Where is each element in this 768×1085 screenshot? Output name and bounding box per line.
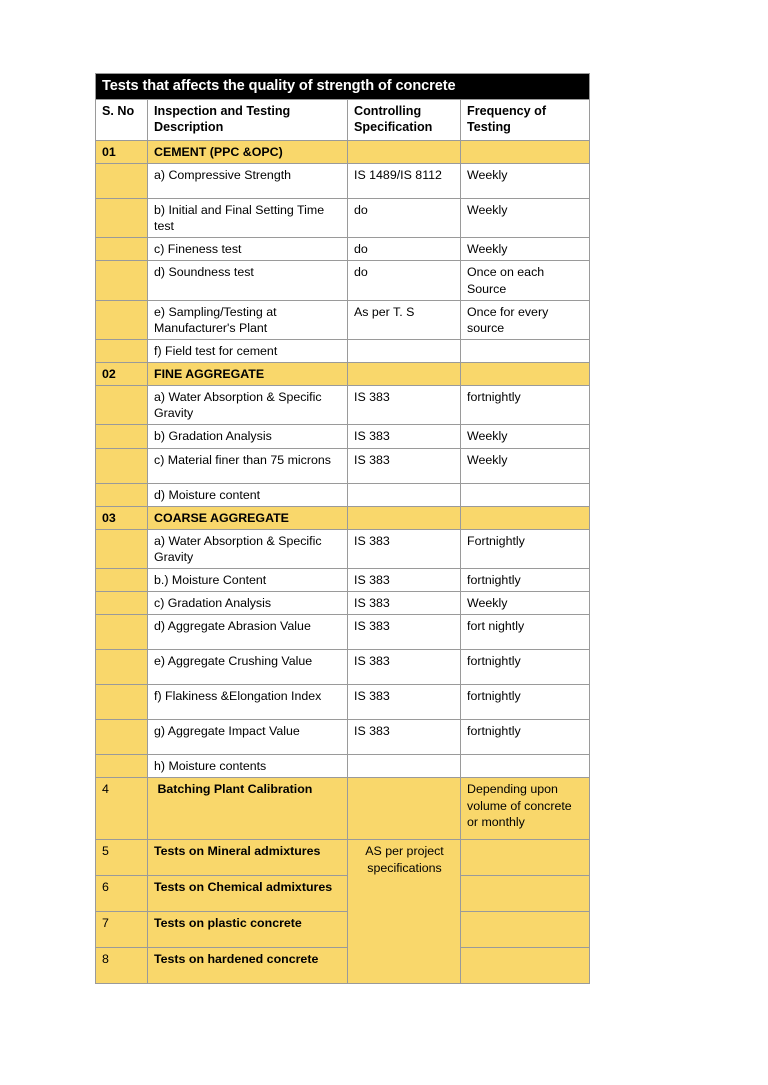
row-description: c) Fineness test bbox=[148, 238, 348, 261]
row-frequency bbox=[461, 506, 590, 529]
row-sno: 8 bbox=[96, 948, 148, 984]
quality-tests-table-container bbox=[95, 73, 589, 984]
row-description: COARSE AGGREGATE bbox=[148, 506, 348, 529]
table-row bbox=[96, 720, 590, 755]
row-description: f) Field test for cement bbox=[148, 339, 348, 362]
row-sno bbox=[96, 529, 148, 568]
table-row bbox=[96, 876, 590, 912]
row-frequency: Weekly bbox=[461, 164, 590, 199]
row-specification: do bbox=[348, 199, 461, 238]
row-specification bbox=[348, 363, 461, 386]
table-header-row bbox=[96, 99, 590, 140]
row-sno: 03 bbox=[96, 506, 148, 529]
row-sno bbox=[96, 164, 148, 199]
row-specification: IS 383 bbox=[348, 569, 461, 592]
row-specification bbox=[348, 778, 461, 840]
row-specification bbox=[348, 140, 461, 163]
table-row bbox=[96, 261, 590, 300]
row-frequency bbox=[461, 140, 590, 163]
row-description: a) Water Absorption & Specific Gravity bbox=[148, 529, 348, 568]
row-sno: 4 bbox=[96, 778, 148, 840]
row-specification: do bbox=[348, 261, 461, 300]
row-sno bbox=[96, 592, 148, 615]
row-sno bbox=[96, 569, 148, 592]
merged-specification-cell: AS per project specifications bbox=[348, 840, 461, 984]
row-frequency: fort nightly bbox=[461, 615, 590, 650]
table-row bbox=[96, 140, 590, 163]
row-frequency: Weekly bbox=[461, 425, 590, 448]
column-header-frequency: Frequency of Testing bbox=[461, 99, 590, 140]
row-description: c) Material finer than 75 microns bbox=[148, 448, 348, 483]
row-sno: 7 bbox=[96, 912, 148, 948]
table-row bbox=[96, 778, 590, 840]
table-row bbox=[96, 300, 590, 339]
row-description: Tests on plastic concrete bbox=[148, 912, 348, 948]
column-header-description: Inspection and Testing Description bbox=[148, 99, 348, 140]
table-row bbox=[96, 164, 590, 199]
row-sno bbox=[96, 238, 148, 261]
row-specification: IS 383 bbox=[348, 615, 461, 650]
row-frequency bbox=[461, 876, 590, 912]
row-specification: IS 383 bbox=[348, 650, 461, 685]
row-description: g) Aggregate Impact Value bbox=[148, 720, 348, 755]
quality-tests-table bbox=[95, 73, 590, 984]
row-sno bbox=[96, 386, 148, 425]
row-sno: 5 bbox=[96, 840, 148, 876]
row-description: b.) Moisture Content bbox=[148, 569, 348, 592]
row-description: h) Moisture contents bbox=[148, 755, 348, 778]
row-frequency bbox=[461, 948, 590, 984]
row-specification: do bbox=[348, 238, 461, 261]
row-sno bbox=[96, 425, 148, 448]
table-title-row bbox=[96, 74, 590, 100]
row-sno: 6 bbox=[96, 876, 148, 912]
table-row bbox=[96, 199, 590, 238]
row-specification bbox=[348, 755, 461, 778]
row-frequency bbox=[461, 363, 590, 386]
row-frequency bbox=[461, 483, 590, 506]
row-description: e) Aggregate Crushing Value bbox=[148, 650, 348, 685]
row-sno bbox=[96, 720, 148, 755]
row-specification bbox=[348, 506, 461, 529]
row-frequency: Weekly bbox=[461, 448, 590, 483]
row-specification: IS 1489/IS 8112 bbox=[348, 164, 461, 199]
row-specification bbox=[348, 339, 461, 362]
table-row bbox=[96, 755, 590, 778]
row-description: d) Moisture content bbox=[148, 483, 348, 506]
table-row bbox=[96, 363, 590, 386]
table-row bbox=[96, 448, 590, 483]
row-sno bbox=[96, 483, 148, 506]
column-header-specification: Controlling Specification bbox=[348, 99, 461, 140]
row-frequency bbox=[461, 912, 590, 948]
row-frequency: Weekly bbox=[461, 199, 590, 238]
row-sno bbox=[96, 261, 148, 300]
column-header-sno: S. No bbox=[96, 99, 148, 140]
table-row bbox=[96, 506, 590, 529]
row-sno: 01 bbox=[96, 140, 148, 163]
table-row bbox=[96, 912, 590, 948]
row-description: CEMENT (PPC &OPC) bbox=[148, 140, 348, 163]
row-description: b) Initial and Final Setting Time test bbox=[148, 199, 348, 238]
row-sno bbox=[96, 685, 148, 720]
row-frequency: Weekly bbox=[461, 238, 590, 261]
row-specification: IS 383 bbox=[348, 529, 461, 568]
row-description: f) Flakiness &Elongation Index bbox=[148, 685, 348, 720]
table-row bbox=[96, 615, 590, 650]
row-description: FINE AGGREGATE bbox=[148, 363, 348, 386]
row-specification: IS 383 bbox=[348, 685, 461, 720]
table-row bbox=[96, 339, 590, 362]
row-specification: IS 383 bbox=[348, 448, 461, 483]
row-frequency bbox=[461, 840, 590, 876]
page-title: Tests that affects the quality of strength of concrete bbox=[96, 74, 590, 100]
row-sno bbox=[96, 199, 148, 238]
table-row bbox=[96, 386, 590, 425]
row-specification: IS 383 bbox=[348, 425, 461, 448]
row-description: b) Gradation Analysis bbox=[148, 425, 348, 448]
table-row bbox=[96, 685, 590, 720]
row-description: a) Water Absorption & Specific Gravity bbox=[148, 386, 348, 425]
row-sno bbox=[96, 650, 148, 685]
table-row bbox=[96, 238, 590, 261]
row-description: Tests on Mineral admixtures bbox=[148, 840, 348, 876]
table-row bbox=[96, 650, 590, 685]
table-row bbox=[96, 425, 590, 448]
row-description: d) Soundness test bbox=[148, 261, 348, 300]
row-description: Batching Plant Calibration bbox=[148, 778, 348, 840]
row-frequency: fortnightly bbox=[461, 569, 590, 592]
table-row bbox=[96, 569, 590, 592]
row-specification: IS 383 bbox=[348, 592, 461, 615]
table-row bbox=[96, 948, 590, 984]
row-specification: IS 383 bbox=[348, 386, 461, 425]
table-row bbox=[96, 840, 590, 876]
row-specification: IS 383 bbox=[348, 720, 461, 755]
row-frequency: fortnightly bbox=[461, 386, 590, 425]
row-description: Tests on Chemical admixtures bbox=[148, 876, 348, 912]
row-sno bbox=[96, 615, 148, 650]
row-description: c) Gradation Analysis bbox=[148, 592, 348, 615]
row-description: a) Compressive Strength bbox=[148, 164, 348, 199]
row-sno bbox=[96, 300, 148, 339]
row-frequency: Once on each Source bbox=[461, 261, 590, 300]
row-sno bbox=[96, 755, 148, 778]
row-frequency: Once for every source bbox=[461, 300, 590, 339]
row-frequency: fortnightly bbox=[461, 685, 590, 720]
row-sno: 02 bbox=[96, 363, 148, 386]
row-sno bbox=[96, 448, 148, 483]
row-frequency: fortnightly bbox=[461, 650, 590, 685]
row-frequency: Fortnightly bbox=[461, 529, 590, 568]
row-frequency bbox=[461, 755, 590, 778]
row-description: Tests on hardened concrete bbox=[148, 948, 348, 984]
row-description: e) Sampling/Testing at Manufacturer's Plant bbox=[148, 300, 348, 339]
row-frequency: Weekly bbox=[461, 592, 590, 615]
row-frequency: Depending upon volume of concrete or monthly bbox=[461, 778, 590, 840]
row-sno bbox=[96, 339, 148, 362]
row-frequency: fortnightly bbox=[461, 720, 590, 755]
row-description: d) Aggregate Abrasion Value bbox=[148, 615, 348, 650]
row-frequency bbox=[461, 339, 590, 362]
table-row bbox=[96, 483, 590, 506]
row-specification bbox=[348, 483, 461, 506]
table-row bbox=[96, 592, 590, 615]
row-specification: As per T. S bbox=[348, 300, 461, 339]
table-row bbox=[96, 529, 590, 568]
